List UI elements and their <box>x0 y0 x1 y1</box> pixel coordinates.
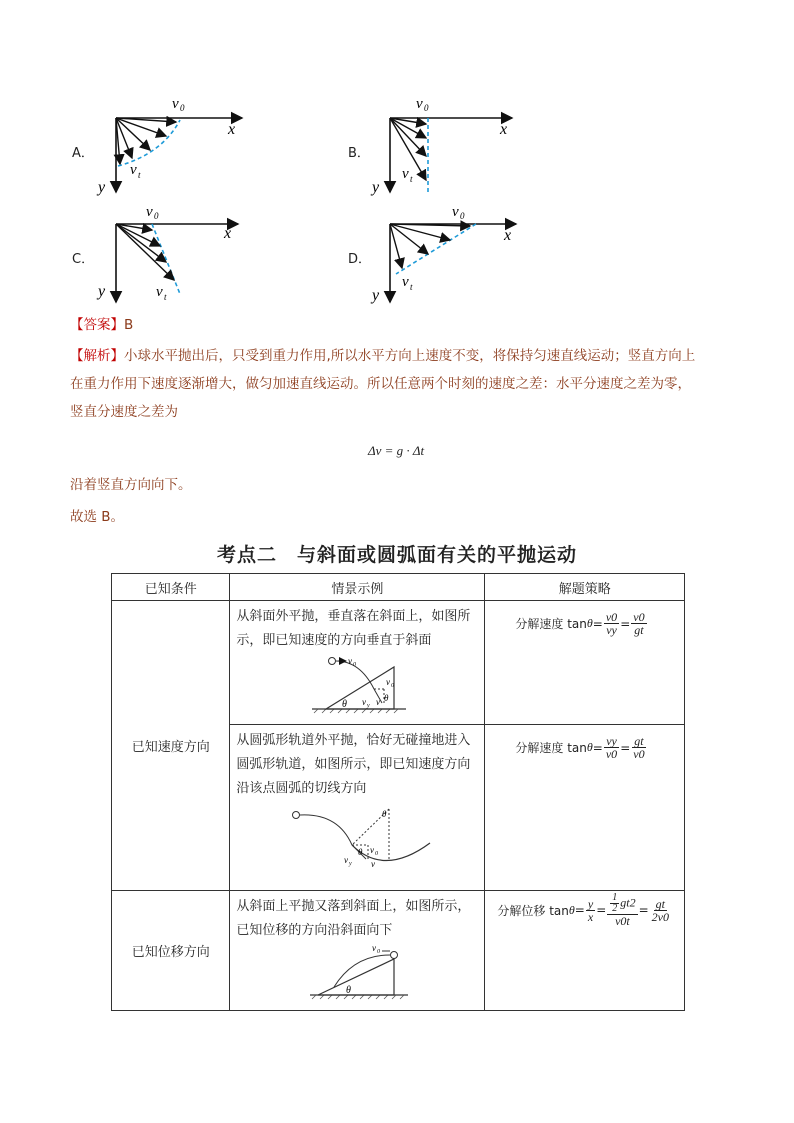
v0-label: v <box>172 96 179 112</box>
slope-perpendicular-figure <box>234 653 484 715</box>
svg-text:v: v <box>348 656 353 666</box>
y-label: y <box>372 179 380 196</box>
svg-text:0: 0 <box>353 662 357 668</box>
svg-text:θ: θ <box>358 847 363 857</box>
strategy-cell <box>485 891 685 1011</box>
analysis-formula: Δv = g · Δt <box>368 443 425 458</box>
option-c-label: C． <box>72 252 95 267</box>
table-row <box>112 601 685 725</box>
analysis-block: 【解析】小球水平抛出后，只受到重力作用,所以水平方向上速度不变，将保持匀速直线运动；竖直方向上 在重力作用下速度逐渐增大，做匀加速直线运动。所以任意两个时刻的速度之差：水平分速度之差为零， 竖直分速度之差为 <box>70 348 696 420</box>
svg-text:θ: θ <box>384 693 389 703</box>
strategy-cell <box>485 725 685 891</box>
strategy-formula: 分解速度 tan θ = $\frac{v0}{vy}$ = $\frac{v0}{gt}$ <box>515 610 645 637</box>
v0-label: v <box>452 204 459 220</box>
svg-text:0: 0 <box>154 211 159 221</box>
answer-tag: 【答案】 <box>70 317 124 333</box>
svg-text:θ: θ <box>382 809 387 819</box>
answer-value: B <box>124 317 134 333</box>
svg-text:0: 0 <box>391 683 395 689</box>
svg-text:v: v <box>372 943 377 953</box>
table-header: 情景示例 <box>230 574 485 601</box>
strategy-formula: 分解速度 tan θ = $\frac{vy}{v0}$ = $\frac{gt}{v0}$ <box>515 734 645 761</box>
slope-on-slope-figure <box>234 943 484 1003</box>
svg-text:y: y <box>349 861 353 867</box>
svg-text:v: v <box>371 859 376 869</box>
svg-text:v: v <box>386 677 391 687</box>
v0-label: v <box>416 96 423 112</box>
svg-text:y: y <box>367 703 371 709</box>
y-label: y <box>98 179 106 196</box>
strategy-cell <box>485 601 685 725</box>
option-b-diagram <box>366 92 526 197</box>
vt-label: v <box>130 162 137 178</box>
svg-text:0: 0 <box>460 211 465 221</box>
arc-track-figure <box>234 801 484 871</box>
x-label: x <box>224 225 232 242</box>
vt-label: v <box>156 284 163 300</box>
svg-text:0: 0 <box>377 949 381 955</box>
option-d-diagram <box>366 196 526 308</box>
scenario-cell: 从圆弧形轨道外平抛，恰好无碰撞地进入圆弧形轨道，如图所示，即已知速度方向沿该点圆弧的切线方向 θ θ v 0 v y v <box>230 725 485 891</box>
slant-dashed-line <box>396 224 476 274</box>
svg-text:t: t <box>138 170 141 180</box>
x-label: x <box>228 121 236 138</box>
scenario-cell: 从斜面外平抛，垂直落在斜面上，如图所示，即已知速度的方向垂直于斜面 v 0 v 0 v y v θ θ <box>230 601 485 725</box>
svg-text:v: v <box>376 697 381 707</box>
svg-text:θ: θ <box>346 985 352 996</box>
table-row <box>112 891 685 1011</box>
condition-velocity: 已知速度方向 <box>112 601 230 891</box>
condition-displacement: 已知位移方向 <box>112 891 230 1011</box>
svg-text:v: v <box>362 697 367 707</box>
option-d-label: D． <box>348 252 372 267</box>
answer-line <box>70 311 133 339</box>
table-header: 已知条件 <box>112 574 230 601</box>
strategy-table <box>111 573 685 1011</box>
strategy-formula: 分解位移 tan θ = $\frac{y}{x}$ = $\frac{1}{2}$ gt2 v0t = $\frac{gt}{2v0}$ <box>497 892 669 928</box>
option-a-diagram <box>92 92 252 197</box>
y-label: y <box>98 283 106 300</box>
scenario-cell: 从斜面上平抛又落到斜面上，如图所示，已知位移的方向沿斜面向下 v 0 θ <box>230 891 485 1011</box>
svg-text:t: t <box>164 292 167 302</box>
svg-text:t: t <box>410 282 413 292</box>
analysis-tag: 【解析】 <box>70 348 124 364</box>
svg-text:v: v <box>344 855 349 865</box>
trajectory-curve <box>118 120 180 166</box>
analysis-conclusion: 故选 B。 <box>70 509 125 525</box>
y-label: y <box>372 287 380 304</box>
x-label: x <box>504 227 512 244</box>
svg-text:v: v <box>370 845 375 855</box>
x-label: x <box>500 121 508 138</box>
table-header: 解题策略 <box>485 574 685 601</box>
option-a-label: A． <box>72 146 94 161</box>
svg-text:0: 0 <box>180 103 185 113</box>
vt-label: v <box>402 274 409 290</box>
v0-label: v <box>146 204 153 220</box>
svg-text:t: t <box>410 174 413 184</box>
svg-text:0: 0 <box>375 851 379 857</box>
option-b-label: B． <box>348 146 370 161</box>
svg-text:0: 0 <box>424 103 429 113</box>
section-title: 考点二 与斜面或圆弧面有关的平抛运动 <box>216 544 577 566</box>
option-c-diagram <box>92 198 252 308</box>
svg-text:θ: θ <box>342 699 348 710</box>
vt-label: v <box>402 166 409 182</box>
analysis-line4: 沿着竖直方向向下。 <box>70 477 192 493</box>
table-header-row <box>112 574 685 601</box>
